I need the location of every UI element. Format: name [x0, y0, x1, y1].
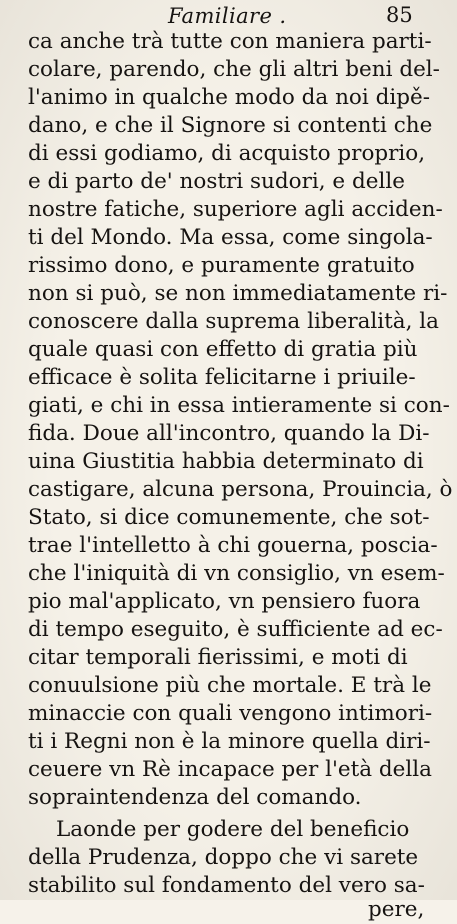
text-line: nostre fatiche, superiore agli acciden-: [28, 197, 443, 222]
text-line: Laonde per godere del beneficio: [56, 817, 410, 842]
text-line: uina Giustitia habbia determinato di: [28, 449, 424, 474]
text-line: castigare, alcuna persona, Prouincia, ò: [28, 477, 453, 502]
running-title: Familiare .: [168, 4, 287, 28]
text-line: efficace è solita felicitarne i priuile-: [28, 365, 416, 390]
text-line: ceuere vn Rè incapace per l'età della: [28, 757, 432, 782]
text-line: ca anche trà tutte con maniera parti-: [28, 29, 432, 54]
text-line: minaccie con quali vengono intimori-: [28, 701, 433, 726]
text-line: citar temporali fierissimi, e moti di: [28, 645, 408, 670]
text-line: rissimo dono, e puramente gratuito: [28, 253, 415, 278]
running-head: [0, 2, 457, 30]
text-line: di tempo eseguito, è sufficiente ad ec-: [28, 617, 443, 642]
text-line: l'animo in qualche modo da noi dipě-: [28, 85, 430, 110]
text-line: e di parto de' nostri sudori, e delle: [28, 169, 405, 194]
text-line: dano, e che il Signore si contenti che: [28, 113, 433, 138]
text-line: fida. Doue all'incontro, quando la Di-: [28, 421, 430, 446]
text-line: stabilito sul fondamento del vero sa-: [28, 873, 425, 898]
text-line: colare, parendo, che gli altri beni del-: [28, 57, 440, 82]
text-line: ti i Regni non è la minore quella diri-: [28, 729, 431, 754]
text-line: non si può, se non immediatamente ri-: [28, 281, 448, 306]
text-line: conuulsione più che mortale. E trà le: [28, 673, 432, 698]
text-line: pere,: [368, 897, 425, 922]
text-line: che l'iniquità di vn consiglio, vn esem-: [28, 561, 445, 586]
text-line: giati, e chi in essa intieramente si con-: [28, 393, 450, 418]
text-line: trae l'intelletto à chi gouerna, posciа-: [28, 533, 438, 558]
text-line: quale quasi con effetto di gratia più: [28, 337, 418, 362]
page-number: 85: [386, 3, 413, 27]
text-line: di essi godiamo, di acquisto proprio,: [28, 141, 426, 166]
text-line: Stato, si dice comunemente, che sot-: [28, 505, 430, 530]
text-line: della Prudenza, doppo che vi sarete: [28, 845, 419, 870]
text-line: ti del Mondo. Ma essa, come singola-: [28, 225, 433, 250]
text-line: sopraintendenza del comando.: [28, 785, 362, 810]
text-line: pio mal'applicato, vn pensiero fuora: [28, 589, 421, 614]
text-line: conoscere dalla suprema liberalità, la: [28, 309, 439, 334]
